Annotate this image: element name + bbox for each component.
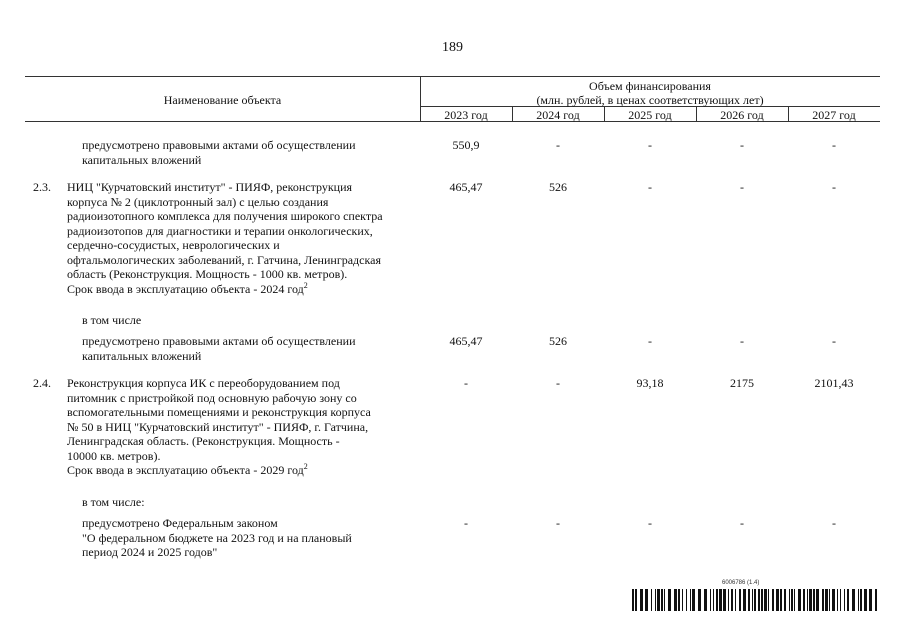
value-2027: -	[832, 138, 836, 152]
row-description: Реконструкция корпуса ИК с переоборудованием под питомник с пристройкой под основную рабочую зону со вспомогательными помещениями и реконструкция корпуса № 50 в НИЦ "Курчатовский институт" - ПИЯФ, г. Гатчина, Ленинградская область. (Реконструкция. Мощность - 10000 кв. метров). Срок ввода в эксплуатацию объекта - 2029 год$^2$	[67, 376, 371, 477]
row-description: НИЦ "Курчатовский институт" - ПИЯФ, реконструкция корпуса № 2 (циклотронный зал) с целью создания радиоизотопного комплекса для получения широкого спектра радиоизотопов для диагностики и терапии онкологических, сердечно-сосудистых, неврологических и офтальмологических заболеваний, г. Гатчина, Ленинградская область (Реконструкция. Мощность - 1000 кв. метров). Срок ввода в эксплуатацию объекта - 2024 год$^2$	[67, 180, 383, 296]
page-number: 189	[442, 40, 463, 55]
header-year: 2024 год	[536, 108, 580, 122]
including-label: в том числе:	[82, 495, 145, 509]
sub-row-description: предусмотрено правовыми актами об осуществлении капитальных вложений	[82, 334, 356, 363]
sub-value-2024: 526	[549, 334, 567, 348]
header-financing-title: Объем финансирования	[589, 79, 711, 93]
value-2026: 2175	[730, 376, 754, 390]
value-2027: 2101,43	[814, 376, 854, 390]
sub-value-2027: -	[832, 334, 836, 348]
header-year: 2023 год	[444, 108, 488, 122]
header-year: 2026 год	[720, 108, 764, 122]
barcode-image	[632, 589, 878, 611]
value-2025: 93,18	[636, 376, 664, 390]
sub-row-description: предусмотрено Федеральным законом "О федеральном бюджете на 2023 год и на плановый период 2024 и 2025 годов"	[82, 516, 352, 559]
header-financing-units: (млн. рублей, в ценах соответствующих лет)	[536, 93, 764, 107]
sub-value-2023: -	[464, 516, 468, 530]
value-2023: -	[464, 376, 468, 390]
value-2024: -	[556, 138, 560, 152]
value-2027: -	[832, 180, 836, 194]
commissioning-deadline: Срок ввода в эксплуатацию объекта - 2029 год$^2$	[67, 462, 308, 477]
row-description: предусмотрено правовыми актами об осуществлении капитальных вложений	[82, 138, 356, 167]
header-name-column: Наименование объекта	[163, 93, 282, 107]
header-top-rule	[25, 76, 880, 77]
value-2025: -	[648, 180, 652, 194]
value-2025: -	[648, 138, 652, 152]
value-2023: 550,9	[452, 138, 480, 152]
sub-value-2023: 465,47	[449, 334, 483, 348]
footnote-mark: 2	[303, 462, 308, 471]
including-label: в том числе	[82, 313, 142, 327]
row-number: 2.3.	[33, 180, 51, 194]
header-year: 2027 год	[812, 108, 856, 122]
value-2026: -	[740, 180, 744, 194]
sub-value-2026: -	[740, 334, 744, 348]
sub-value-2025: -	[648, 334, 652, 348]
sub-value-2026: -	[740, 516, 744, 530]
value-2024: -	[556, 376, 560, 390]
header-financing	[420, 79, 880, 107]
value-2024: 526	[549, 180, 567, 194]
value-2026: -	[740, 138, 744, 152]
barcode-label: 6006786 (1.4)	[722, 580, 760, 586]
sub-value-2027: -	[832, 516, 836, 530]
footnote-mark: 2	[303, 280, 308, 290]
sub-value-2025: -	[648, 516, 652, 530]
sub-value-2024: -	[556, 516, 560, 530]
row-number: 2.4.	[33, 376, 51, 390]
header-year: 2025 год	[628, 108, 672, 122]
commissioning-deadline: Срок ввода в эксплуатацию объекта - 2024 год$^2$	[67, 280, 308, 296]
value-2023: 465,47	[449, 180, 483, 194]
